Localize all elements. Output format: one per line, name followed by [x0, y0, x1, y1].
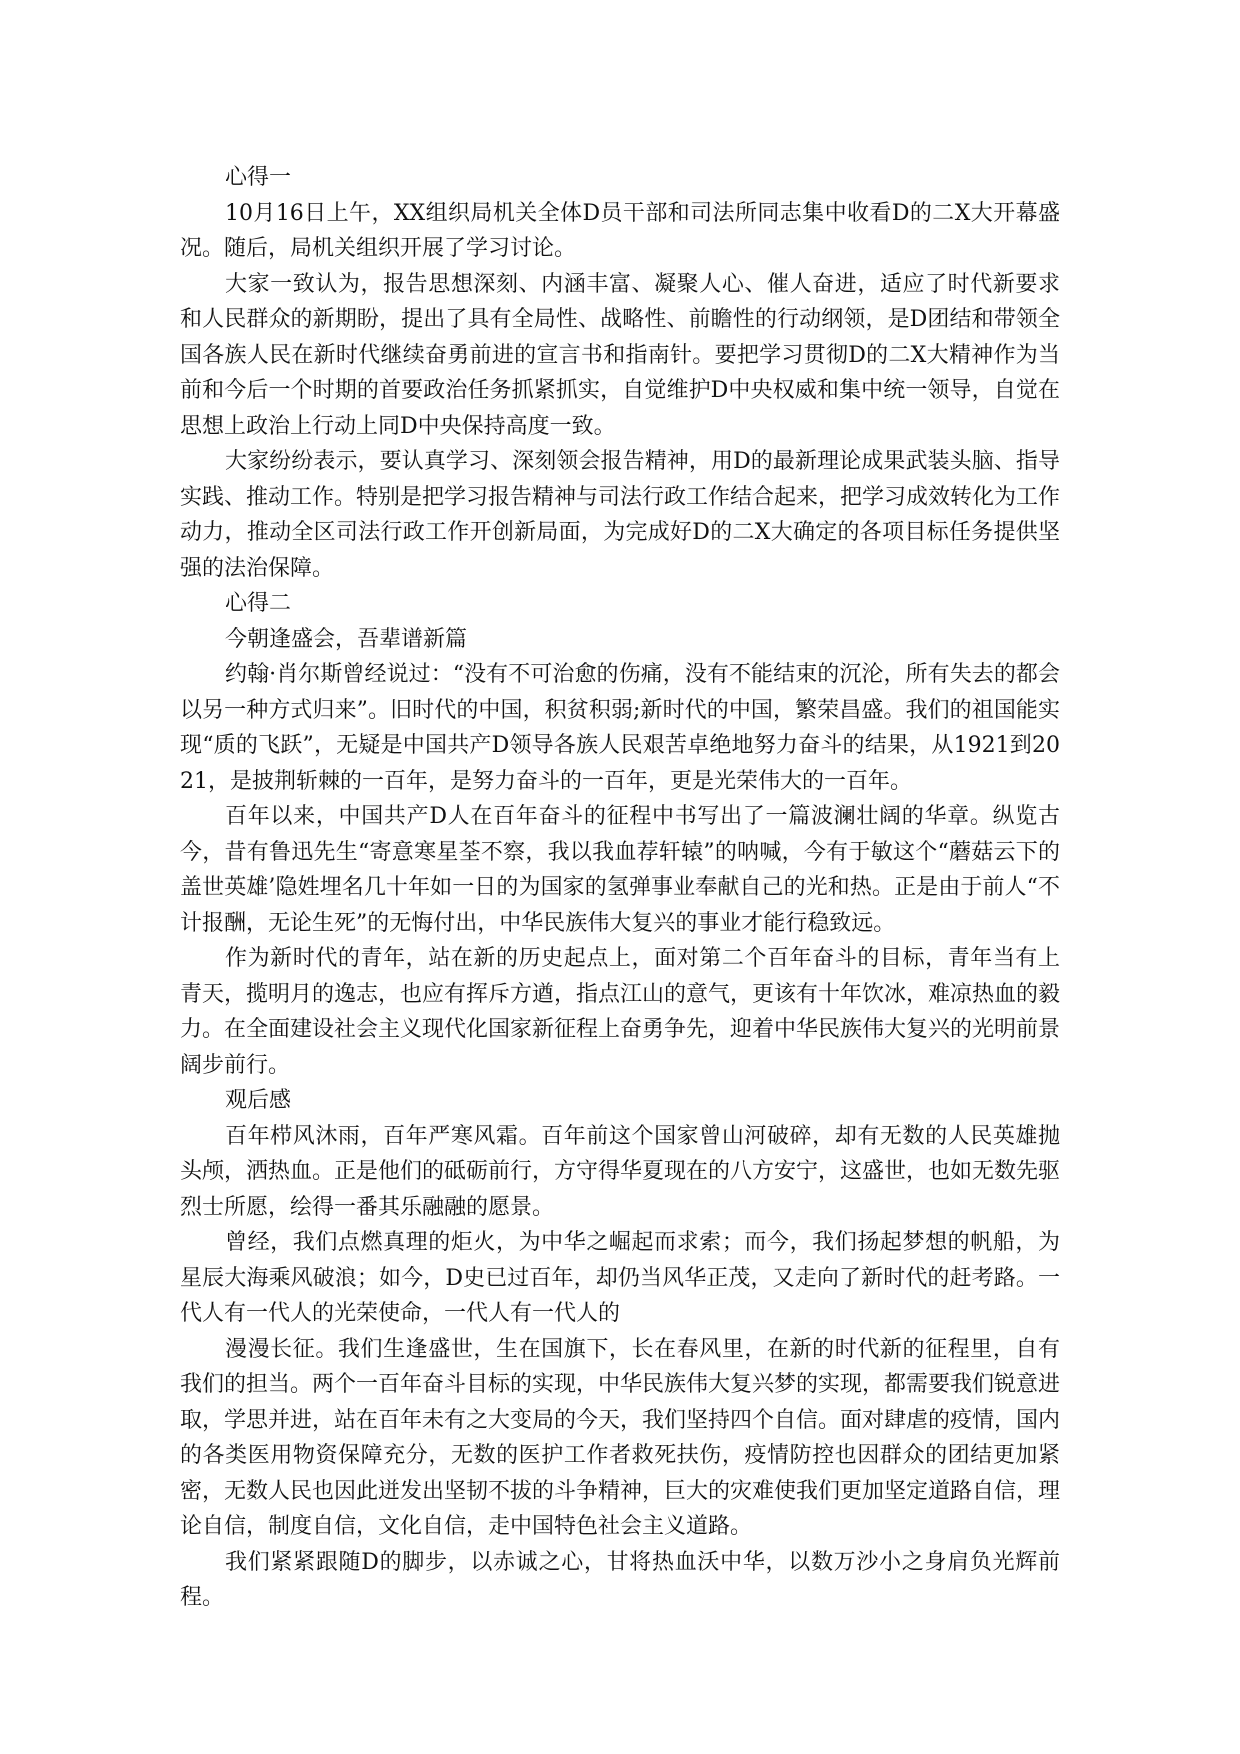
paragraph: 约翰·肖尔斯曾经说过：“没有不可治愈的伤痛，没有不能结束的沉沦，所有失去的都会以另一种方式归来”。旧时代的中国，积贫积弱;新时代的中国，繁荣昌盛。我们的祖国能实现“质的飞跃”，无疑是中国共产D领导各族人民艰苦卓绝地努力奋斗的结果，从1921到2021，是披荆斩棘的一百年，是努力奋斗的一百年，更是光荣伟大的一百年。 — [180, 662, 1060, 794]
paragraph: 大家纷纷表示，要认真学习、深刻领会报告精神，用D的最新理论成果武装头脑、指导实践、推动工作。特别是把学习报告精神与司法行政工作结合起来，把学习成效转化为工作动力，推动全区司法行政工作开创新局面，为完成好D的二X大确定的各项目标任务提供坚强的法治保障。 — [180, 449, 1061, 581]
subtitle: 今朝逢盛会，吾辈谱新篇 — [225, 626, 468, 652]
paragraph: 我们紧紧跟随D的脚步，以赤诚之心，甘将热血沃中华，以数万沙小之身肩负光辉前程。 — [180, 1549, 1060, 1610]
heading-guanhougan: 观后感 — [225, 1088, 292, 1113]
heading-xinde-2: 心得二 — [225, 591, 292, 616]
paragraph: 漫漫长征。我们生逢盛世，生在国旗下，长在春风里，在新的时代新的征程里，自有我们的担当。两个一百年奋斗目标的实现，中华民族伟大复兴梦的实现，都需要我们锐意进取，学思并进，站在百年未有之大变局的今天，我们坚持四个自信。面对肆虐的疫情，国内的各类医用物资保障充分，无数的医护工作者救死扶伤，疫情防控也因群众的团结更加紧密，无数人民也因此迸发出坚韧不拔的斗争精神，巨大的灾难使我们更加坚定道路自信，理论自信，制度自信，文化自信，走中国特色社会主义道路。 — [180, 1336, 1061, 1539]
paragraph: 百年以来，中国共产D人在百年奋斗的征程中书写出了一篇波澜壮阔的华章。纵览古今，昔有鲁迅先生“寄意寒星荃不察，我以我血荐轩辕”的呐喊，今有于敏这个“蘑菇云下的盖世英雄’隐姓埋名几十年如一日的为国家的氢弹事业奉献自己的光和热。正是由于前人“不计报酬，无论生死”的无悔付出，中华民族伟大复兴的事业才能行稳致远。 — [180, 804, 1060, 936]
paragraph: 10月16日上午，XX组织局机关全体D员干部和司法所同志集中收看D的二X大开幕盛况。随后，局机关组织开展了学习讨论。 — [180, 200, 1060, 261]
heading-xinde-1: 心得一 — [225, 165, 292, 190]
paragraph: 百年栉风沐雨，百年严寒风霜。百年前这个国家曾山河破碎，却有无数的人民英雄抛头颅，洒热血。正是他们的砥砺前行，方守得华夏现在的八方安宁，这盛世，也如无数先驱烈士所愿，绘得一番其乐融融的愿景。 — [180, 1123, 1061, 1220]
document-body — [180, 160, 1060, 1616]
paragraph: 大家一致认为，报告思想深刻、内涵丰富、凝聚人心、催人奋进，适应了时代新要求和人民群众的新期盼，提出了具有全局性、战略性、前瞻性的行动纲领，是D团结和带领全国各族人民在新时代继续奋勇前进的宣言书和指南针。要把学习贯彻D的二X大精神作为当前和今后一个时期的首要政治任务抓紧抓实，自觉维护D中央权威和集中统一领导，自觉在思想上政治上行动上同D中央保持高度一致。 — [180, 271, 1060, 439]
paragraph: 曾经，我们点燃真理的炬火，为中华之崛起而求索；而今，我们扬起梦想的帆船，为星辰大海乘风破浪；如今，D史已过百年，却仍当风华正茂，又走向了新时代的赶考路。一代人有一代人的光荣使命，一代人有一代人的 — [180, 1230, 1060, 1326]
paragraph: 作为新时代的青年，站在新的历史起点上，面对第二个百年奋斗的目标，青年当有上青天，揽明月的逸志，也应有挥斥方遒，指点江山的意气，更该有十年饮冰，难凉热血的毅力。在全面建设社会主义现代化国家新征程上奋勇争先，迎着中华民族伟大复兴的光明前景阔步前行。 — [180, 946, 1061, 1078]
